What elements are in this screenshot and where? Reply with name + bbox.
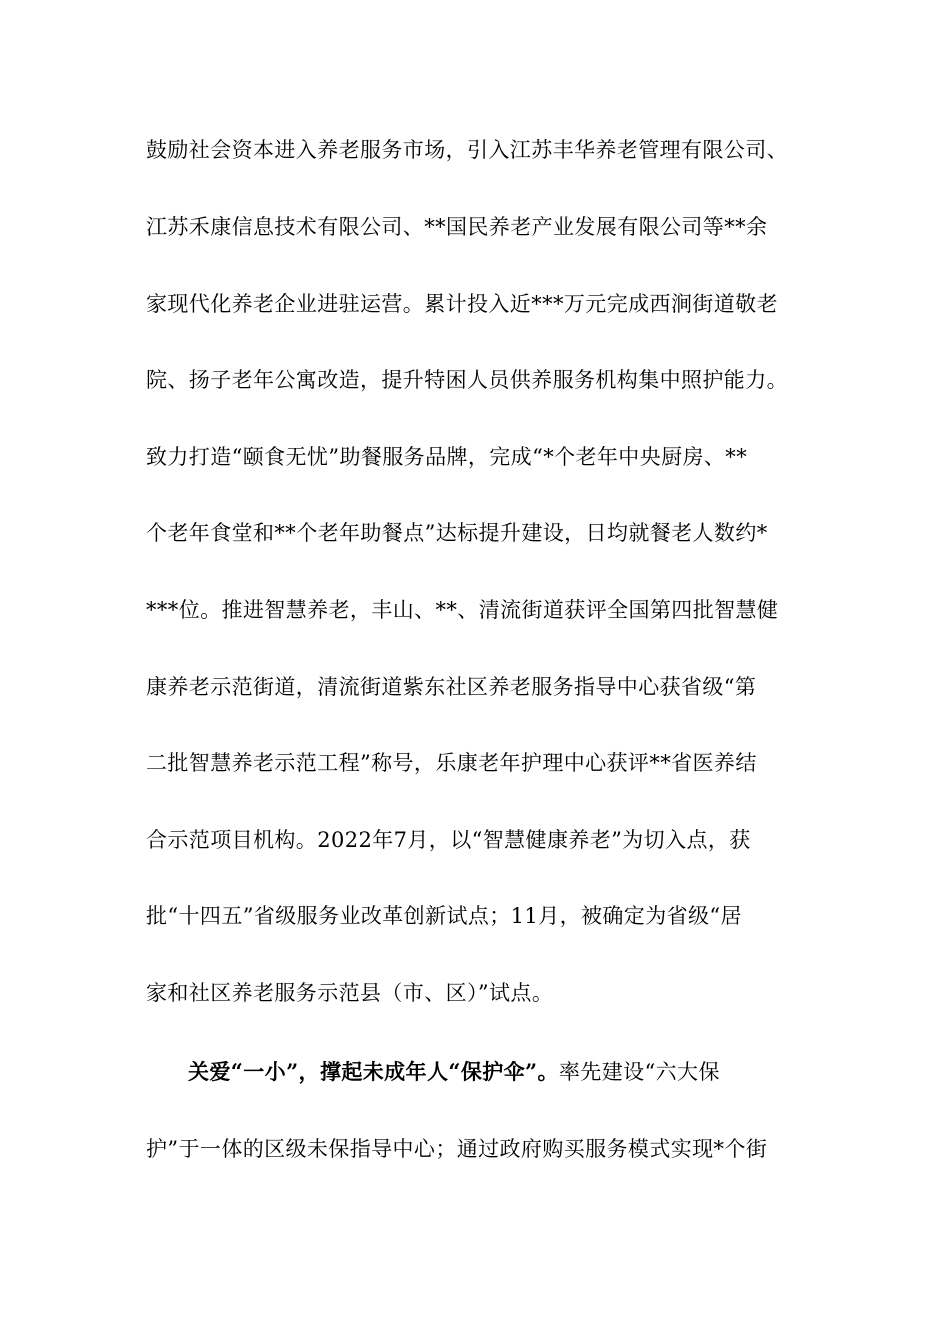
paragraph-1-line-9: 二批智慧养老示范工程”称号，乐康老年护理中心获评**省医养结 — [146, 751, 757, 775]
paragraph-1-line-8: 康养老示范街道，清流街道紫东社区养老服务指导中心获省级“第 — [146, 675, 757, 699]
paragraph-1-line-7: ***位。推进智慧养老，丰山、**、清流街道获评全国第四批智慧健 — [146, 598, 779, 622]
paragraph-1-line-4: 院、扬子老年公寓改造，提升特困人员供养服务机构集中照护能力。 — [146, 368, 788, 392]
paragraph-2-line-2: 护”于一体的区级未保指导中心；通过政府购买服务模式实现*个街 — [146, 1137, 768, 1161]
paragraph-1-line-12: 家和社区养老服务示范县（市、区）”试点。 — [146, 981, 554, 1005]
paragraph-1-line-3: 家现代化养老企业进驻运营。累计投入近***万元完成西涧街道敬老 — [146, 292, 778, 316]
paragraph-1-line-1: 鼓励社会资本进入养老服务市场，引入江苏丰华养老管理有限公司、 — [146, 138, 788, 162]
paragraph-2-line-1 — [188, 1057, 808, 1087]
paragraph-1-line-5: 致力打造“颐食无忧”助餐服务品牌，完成“*个老年中央厨房、** — [146, 445, 748, 469]
paragraph-2-heading: 关爱“一小”，撑起未成年人“保护伞”。 — [188, 1059, 559, 1084]
paragraph-1-line-6: 个老年食堂和**个老年助餐点”达标提升建设，日均就餐老人数约* — [146, 521, 768, 545]
paragraph-1-line-10: 合示范项目机构。2022年7月，以“智慧健康养老”为切入点，获 — [146, 828, 751, 852]
paragraph-1-line-2: 江苏禾康信息技术有限公司、**国民养老产业发展有限公司等**余 — [146, 215, 768, 239]
paragraph-1-line-11: 批“十四五”省级服务业改革创新试点；11月，被确定为省级“居 — [146, 904, 742, 928]
paragraph-2-first-line-text: 率先建设“六大保 — [558, 1060, 720, 1084]
